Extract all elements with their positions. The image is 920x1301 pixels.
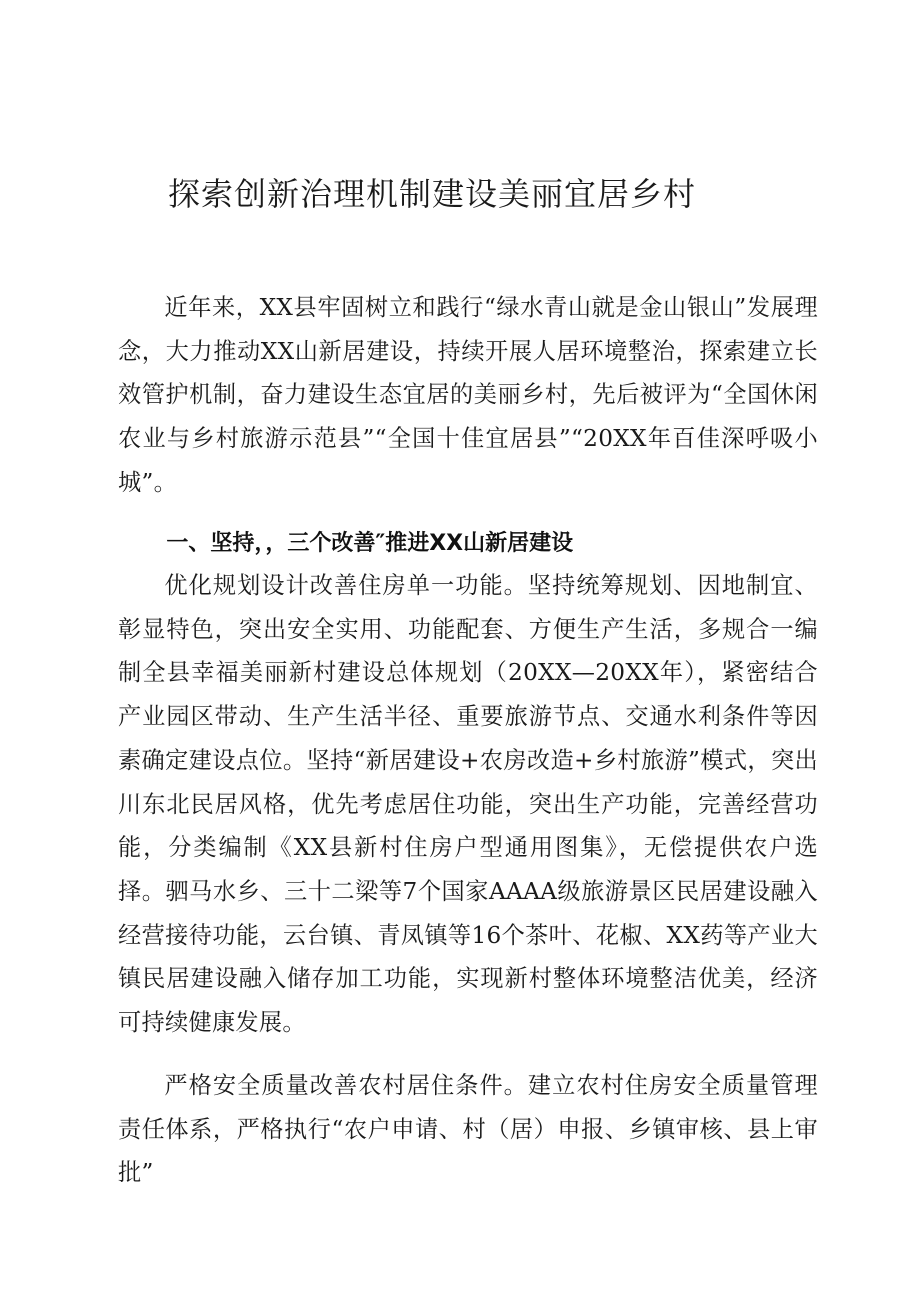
- document-title: 探索创新治理机制建设美丽宜居乡村: [168, 175, 697, 213]
- section-1-paragraph-1: 优化规划设计改善住房单一功能。坚持统筹规划、因地制宜、彰显特色，突出安全实用、功能配套、方便生产生活，多规合一编制全县幸福美丽新村建设总体规划（20XX—20XX年），紧密结合产业园区带动、生产生活半径、重要旅游节点、交通水利条件等因素确定建设点位。坚持“新居建设+农房改造+乡村旅游”模式，突出川东北民居风格，优先考虑居住功能，突出生产功能，完善经营功能，分类编制《XX县新村住房户型通用图集》，无偿提供农户选择。驷马水乡、三十二梁等7个国家AAAA级旅游景区民居建设融入经营接待功能，云台镇、青凤镇等16个茶叶、花椒、XX药等产业大镇民居建设融入储存加工功能，实现新村整体环境整洁优美，经济可持续健康发展。: [118, 572, 818, 1037]
- intro-paragraph: 近年来，XX县牢固树立和践行“绿水青山就是金山银山”发展理念，大力推动XX山新居建设，持续开展人居环境整治，探索建立长效管护机制，奋力建设生态宜居的美丽乡村，先后被评为“全国休闲农业与乡村旅游示范县”“全国十佳宜居县”“20XX年百佳深呼吸小城”。: [118, 294, 818, 496]
- section-1-continued: [118, 1064, 818, 1195]
- section-1: [118, 524, 818, 1045]
- section-1-paragraph-2: 严格安全质量改善农村居住条件。建立农村住房安全质量管理责任体系，严格执行“农户申请、村（居）申报、乡镇审核、县上审批”: [118, 1072, 818, 1187]
- section-1-heading: 一、坚持，，三个改善″推进XX山新居建设: [166, 531, 574, 556]
- intro-block: [118, 286, 818, 505]
